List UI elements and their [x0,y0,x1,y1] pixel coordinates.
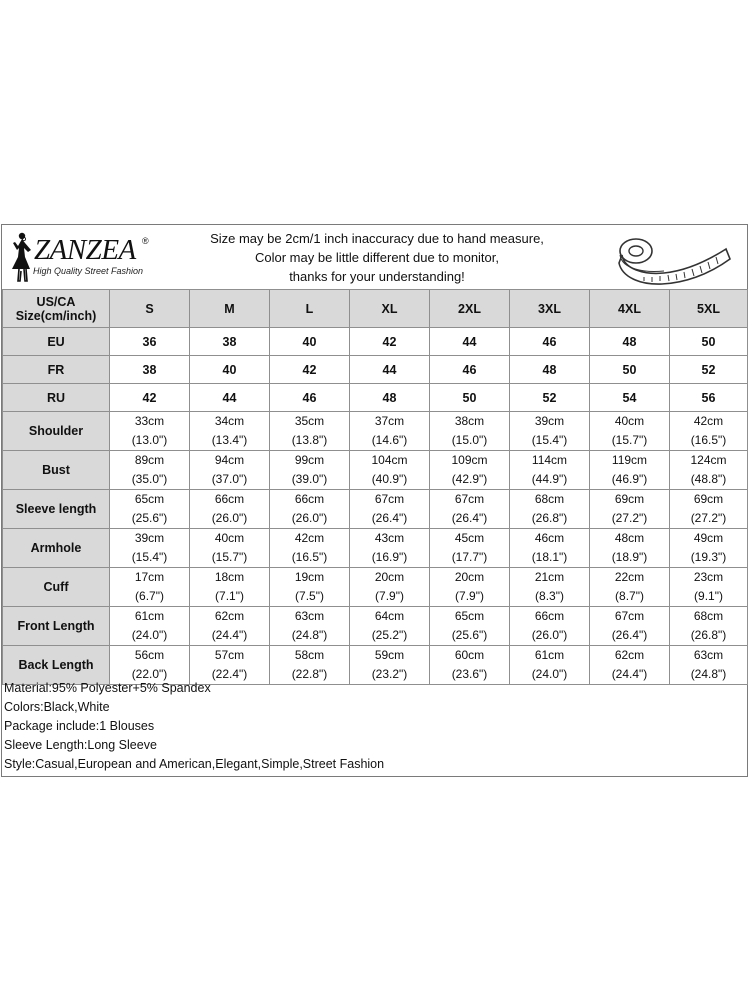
cm-value: 40cm [214,531,245,545]
cm-value: 40cm [614,414,645,428]
cm-value: 69cm [614,492,645,506]
inch-value: (15.4") [531,433,568,447]
measurement-cell [110,607,190,646]
measurement-cell [590,490,670,529]
inch-value: (35.0") [131,472,168,486]
measurement-cell [590,529,670,568]
cm-value: 18cm [214,570,245,584]
conversion-cell: 40 [190,356,270,384]
inch-value: (7.5") [295,589,324,603]
row-label: RU [3,384,110,412]
spec-line: Style:Casual,European and American,Elegant,Simple,Street Fashion [4,757,385,771]
measurement-cell [110,451,190,490]
measurement-cell [670,451,748,490]
measuring-tape-icon [614,229,732,287]
inch-value: (23.2") [371,667,408,681]
measurement-cell [590,451,670,490]
inch-value: (46.9") [611,472,648,486]
measurement-row [3,412,748,451]
size-header: XL [350,290,430,328]
header-band [2,225,747,290]
conversion-cell: 44 [190,384,270,412]
inch-value: (22.4") [211,667,248,681]
brand-tagline: High Quality Street Fashion [33,266,144,276]
cm-value: 57cm [214,648,245,662]
inch-value: (25.2") [371,628,408,642]
inch-value: (15.7") [611,433,648,447]
measurement-notice [192,229,562,286]
size-header-row [3,290,748,328]
product-specs [4,679,744,774]
measurement-row [3,451,748,490]
spec-line: Material:95% Polyester+5% Spandex [4,681,211,695]
inch-value: (24.4") [611,667,648,681]
measurement-cell [510,490,590,529]
measurement-cell [510,412,590,451]
inch-value: (24.4") [211,628,248,642]
inch-value: (26.0") [211,511,248,525]
conversion-cell: 38 [110,356,190,384]
size-table [2,289,748,685]
notice-line: thanks for your understanding! [289,269,465,284]
measurement-row [3,529,748,568]
row-label: FR [3,356,110,384]
size-header: M [190,290,270,328]
measurement-cell [270,607,350,646]
cm-value: 20cm [454,570,485,584]
measurement-rows [3,412,748,685]
measurement-cell [110,490,190,529]
corner-line-1: US/CA [36,294,76,309]
inch-value: (19.3") [690,550,727,564]
cm-value: 56cm [134,648,165,662]
cm-value: 65cm [134,492,165,506]
measurement-cell [270,412,350,451]
inch-value: (24.8") [291,628,328,642]
measurement-cell [350,490,430,529]
conversion-cell: 48 [510,356,590,384]
inch-value: (7.9") [375,589,404,603]
size-header: 5XL [670,290,748,328]
cm-value: 20cm [374,570,405,584]
cm-value: 62cm [214,609,245,623]
measurement-cell [110,412,190,451]
measurement-cell [270,451,350,490]
inch-value: (13.0") [131,433,168,447]
conversion-row-eu [3,328,748,356]
inch-value: (7.9") [455,589,484,603]
cm-value: 68cm [693,609,724,623]
inch-value: (15.4") [131,550,168,564]
cm-value: 63cm [693,648,724,662]
cm-value: 67cm [374,492,405,506]
cm-value: 64cm [374,609,405,623]
size-header: S [110,290,190,328]
inch-value: (6.7") [135,589,164,603]
inch-value: (27.2") [611,511,648,525]
cm-value: 34cm [214,414,245,428]
conversion-cell: 48 [590,328,670,356]
measurement-cell [670,607,748,646]
cm-value: 42cm [294,531,325,545]
conversion-cell: 42 [110,384,190,412]
inch-value: (26.4") [451,511,488,525]
cm-value: 61cm [134,609,165,623]
conversion-cell: 52 [510,384,590,412]
inch-value: (26.4") [371,511,408,525]
cm-value: 17cm [134,570,165,584]
inch-value: (16.5") [291,550,328,564]
measurement-cell [190,451,270,490]
inch-value: (39.0") [291,472,328,486]
inch-value: (17.7") [451,550,488,564]
inch-value: (25.6") [451,628,488,642]
measurement-cell [190,490,270,529]
cm-value: 49cm [693,531,724,545]
measurement-cell [350,568,430,607]
inch-value: (48.8") [690,472,727,486]
inch-value: (24.8") [690,667,727,681]
cm-value: 65cm [454,609,485,623]
inch-value: (13.4") [211,433,248,447]
inch-value: (26.0") [291,511,328,525]
inch-value: (26.8") [690,628,727,642]
measurement-cell [350,529,430,568]
brand-name: ZANZEA [34,234,136,266]
measurement-cell [510,607,590,646]
brand-logo [6,231,166,285]
cm-value: 48cm [614,531,645,545]
cm-value: 61cm [534,648,565,662]
measurement-cell [430,490,510,529]
cm-value: 19cm [294,570,325,584]
corner-cell [3,290,110,328]
cm-value: 124cm [690,453,727,467]
cm-value: 63cm [294,609,325,623]
inch-value: (16.9") [371,550,408,564]
measurement-cell [510,451,590,490]
corner-line-2: Size(cm/inch) [15,308,97,323]
conversion-cell: 36 [110,328,190,356]
measurement-cell [670,490,748,529]
inch-value: (15.0") [451,433,488,447]
measurement-cell [430,451,510,490]
measurement-cell [430,412,510,451]
row-label: Cuff [3,568,110,607]
conversion-cell: 40 [270,328,350,356]
conversion-cell: 46 [270,384,350,412]
inch-value: (13.8") [291,433,328,447]
conversion-cell: 42 [270,356,350,384]
row-label: Back Length [3,646,110,685]
inch-value: (9.1") [694,589,723,603]
measurement-cell [350,607,430,646]
cm-value: 33cm [134,414,165,428]
conversion-cell: 46 [430,356,510,384]
cm-value: 45cm [454,531,485,545]
conversion-cell: 50 [430,384,510,412]
conversion-cell: 44 [430,328,510,356]
inch-value: (27.2") [690,511,727,525]
measurement-cell [110,529,190,568]
cm-value: 67cm [614,609,645,623]
measurement-cell [190,529,270,568]
inch-value: (26.0") [531,628,568,642]
inch-value: (22.0") [131,667,168,681]
conversion-cell: 50 [590,356,670,384]
measurement-cell [270,568,350,607]
measurement-cell [350,412,430,451]
row-label: Front Length [3,607,110,646]
spec-line: Package include:1 Blouses [4,719,155,733]
cm-value: 22cm [614,570,645,584]
row-label: Armhole [3,529,110,568]
inch-value: (25.6") [131,511,168,525]
cm-value: 35cm [294,414,325,428]
size-header: L [270,290,350,328]
inch-value: (42.9") [451,472,488,486]
cm-value: 109cm [451,453,488,467]
cm-value: 37cm [374,414,405,428]
measurement-cell [350,451,430,490]
inch-value: (18.9") [611,550,648,564]
inch-value: (18.1") [531,550,568,564]
cm-value: 66cm [534,609,565,623]
spec-line: Colors:Black,White [4,700,110,714]
measurement-cell [510,568,590,607]
measurement-cell [190,568,270,607]
measurement-cell [670,529,748,568]
fashion-model-silhouette-icon [8,231,34,283]
inch-value: (7.1") [215,589,244,603]
inch-value: (24.0") [131,628,168,642]
conversion-row-ru [3,384,748,412]
inch-value: (26.8") [531,511,568,525]
notice-line: Color may be little different due to monitor, [255,250,499,265]
size-header: 4XL [590,290,670,328]
conversion-cell: 50 [670,328,748,356]
measurement-cell [510,529,590,568]
inch-value: (8.3") [535,589,564,603]
measurement-cell [270,529,350,568]
cm-value: 69cm [693,492,724,506]
inch-value: (22.8") [291,667,328,681]
cm-value: 38cm [454,414,485,428]
size-header: 2XL [430,290,510,328]
measurement-row [3,490,748,529]
conversion-cell: 48 [350,384,430,412]
size-header: 3XL [510,290,590,328]
inch-value: (40.9") [371,472,408,486]
measurement-cell [430,607,510,646]
measurement-cell [430,529,510,568]
inch-value: (26.4") [611,628,648,642]
registered-mark: ® [142,236,149,246]
cm-value: 21cm [534,570,565,584]
measurement-cell [670,412,748,451]
cm-value: 46cm [534,531,565,545]
cm-value: 60cm [454,648,485,662]
inch-value: (16.5") [690,433,727,447]
inch-value: (24.0") [531,667,568,681]
cm-value: 68cm [534,492,565,506]
cm-value: 89cm [134,453,165,467]
cm-value: 43cm [374,531,405,545]
inch-value: (44.9") [531,472,568,486]
measurement-cell [590,412,670,451]
measurement-row [3,568,748,607]
cm-value: 66cm [214,492,245,506]
inch-value: (37.0") [211,472,248,486]
cm-value: 59cm [374,648,405,662]
cm-value: 66cm [294,492,325,506]
conversion-cell: 46 [510,328,590,356]
measurement-cell [590,607,670,646]
conversion-cell: 54 [590,384,670,412]
cm-value: 94cm [214,453,245,467]
cm-value: 104cm [371,453,408,467]
cm-value: 39cm [134,531,165,545]
row-label: Shoulder [3,412,110,451]
row-label: Bust [3,451,110,490]
notice-line: Size may be 2cm/1 inch inaccuracy due to hand measure, [210,231,544,246]
conversion-cell: 38 [190,328,270,356]
cm-value: 42cm [693,414,724,428]
inch-value: (14.6") [371,433,408,447]
inch-value: (15.7") [211,550,248,564]
cm-value: 114cm [531,453,568,467]
measurement-cell [670,568,748,607]
measurement-cell [270,490,350,529]
row-label: EU [3,328,110,356]
inch-value: (23.6") [451,667,488,681]
measurement-cell [190,412,270,451]
inch-value: (8.7") [615,589,644,603]
measurement-cell [590,568,670,607]
conversion-cell: 56 [670,384,748,412]
cm-value: 67cm [454,492,485,506]
conversion-cell: 52 [670,356,748,384]
size-chart-sheet [1,224,748,777]
conversion-cell: 42 [350,328,430,356]
cm-value: 58cm [294,648,325,662]
measurement-row [3,607,748,646]
row-label: Sleeve length [3,490,110,529]
measurement-cell [430,568,510,607]
cm-value: 23cm [693,570,724,584]
measurement-cell [110,568,190,607]
conversion-row-fr [3,356,748,384]
measurement-cell [190,607,270,646]
cm-value: 119cm [611,453,648,467]
cm-value: 99cm [294,453,325,467]
spec-line: Sleeve Length:Long Sleeve [4,738,157,752]
cm-value: 62cm [614,648,645,662]
conversion-cell: 44 [350,356,430,384]
cm-value: 39cm [534,414,565,428]
conversion-rows [3,328,748,412]
